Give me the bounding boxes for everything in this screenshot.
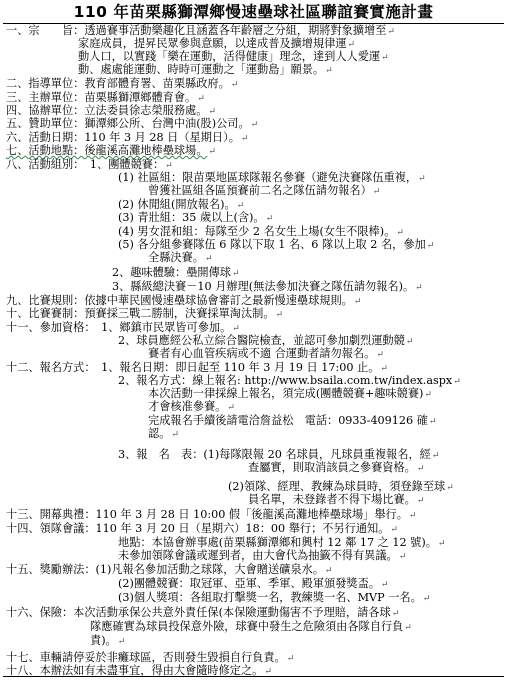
- text-line: 2、球員應經公私立綜合醫院檢查，並認可參加劇烈運動競↵: [118, 334, 414, 347]
- text-line: 曾獲社區組各區預賽前二名之隊伍請勿報名）↵: [148, 184, 381, 197]
- text-line: 家庭成員，提昇民眾參與意願，以達成普及擴增規律運↵: [78, 37, 356, 50]
- text-line: (4) 男女混和組：每隊至少 2 名女生上場(女生不限棒)。↵: [118, 225, 404, 238]
- text-line: 認。↵: [148, 427, 179, 440]
- document-title: 110 年苗栗縣獅潭鄉慢速壘球社區聯誼賽實施計畫: [73, 3, 434, 21]
- text-line: 七、活動地點：後龍溪高灘地棒壘球場。↵: [6, 144, 216, 157]
- text-line: (2)團體競賽：取冠軍、亞軍、季軍、殿軍頒發獎盃。↵: [118, 577, 389, 590]
- text-line: (2)領隊、經理、教練為球員時，須登錄至球↵: [228, 480, 454, 493]
- text-line: 三、主辦單位：苗栗縣獅潭鄉體育會。↵: [6, 91, 205, 104]
- text-line: 隊應確實為球員投保意外險，球賽中發生之危險須由各隊自行負↵: [90, 620, 412, 633]
- text-line: 十六、保險：本次活動承保公共意外責任保(本保險運動傷害不予理賠，請各球↵: [6, 606, 400, 619]
- text-line: 十、比賽賽制：預賽採三戰二勝制，決賽採單淘汰制。↵: [6, 307, 284, 320]
- text-line: 責)。↵: [90, 634, 126, 647]
- text-line: 五、贊助單位：獅潭鄉公所、台灣中油(股)公司。↵: [6, 117, 259, 130]
- text-line: 十七、車輛請停妥於非癱球區，否則發生毀損自行負責。↵: [6, 651, 295, 664]
- text-line: 2、趣味體驗：壘開傳球↵: [112, 266, 240, 279]
- bottom-rule: [3, 676, 504, 677]
- text-line: 十五、獎勵辦法：(1)凡報名參加活動之球隊，大會贈送礦泉水。↵: [6, 563, 333, 576]
- text-line: 動人口，以實踐「樂在運動，活得健康」理念，達到人人愛運↵: [78, 50, 389, 63]
- text-line: (2) 休閒組(開放報名)。↵: [118, 198, 245, 211]
- text-line: 未參加領隊會議或遲到者，由大會代為抽籤不得有異議。↵: [118, 549, 407, 562]
- text-line: (3)個人獎項：各組取打擊獎一名，教練獎一名、MVP 一名。↵: [118, 591, 431, 604]
- text-line: 四、協辦單位：立法委員徐志榮服務處。↵: [6, 104, 216, 117]
- text-line: (3) 青壯組：35 歲以上(含)。↵: [118, 211, 274, 224]
- text-line: 員名單，未登錄者不得下場比賽。↵: [248, 493, 425, 506]
- text-line: 本次活動一律採線上報名，須完成(團體競賽+趣味競賽)↵: [148, 387, 432, 400]
- text-line: 全縣決賽。↵: [148, 251, 213, 264]
- text-line: 八、活動組別： 1、團體競賽：↵: [6, 158, 173, 171]
- text-line: 一、宗 旨：透過賽事活動樂趣化且涵蓋各年齡層之分組，期將對象擴增至↵: [6, 24, 395, 37]
- text-line: 十三、開幕典禮：110 年 3 月 28 日 10:00 假「後龍溪高灘地棒壘球場」舉行。↵: [6, 508, 417, 521]
- text-line: (1) 社區組：限苗栗地區球隊報名參賽（避免決賽隊伍重複，↵: [118, 171, 426, 184]
- text-line: 動、處處能運動、時時可運動之「運動島」願景。↵: [78, 63, 333, 76]
- text-line: 十二、報名方式： 1、報名日期：即日起至 110 年 3 月 19 日 17:00 止。↵: [6, 361, 388, 374]
- text-line: 3、縣級總決賽－10 月辦理(無法參加決賽之隊伍請勿報名)。↵: [112, 280, 423, 293]
- text-line: 2、報名方式：線上報名: http://www.bsaila.com.tw/index.aspx↵: [118, 374, 461, 387]
- text-line: 六、活動日期：110 年 3 月 28 日（星期日）。↵: [6, 131, 249, 144]
- text-line: 完成報名手續後請電洽詹益松 電話：0933-409126 確↵: [148, 414, 437, 427]
- text-line: 3、報 名 表：(1)每隊限報 20 名球員，凡球員重複報名，經↵: [118, 448, 440, 461]
- text-line: (5) 各分組參賽隊伍 6 隊以下取 1 名、6 隊以上取 2 名，參加↵: [118, 238, 435, 251]
- text-line: 賽者有心血管疾病或不適 合運動者請勿報名。↵: [148, 347, 384, 360]
- text-line: 二、指導單位：教育部體育署、苗栗縣政府。↵: [6, 77, 239, 90]
- text-line: 才會核准參賽。↵: [148, 400, 235, 413]
- text-line: 九、比賽規則：依據中華民國慢速壘球協會審訂之最新慢速壘球規則。↵: [6, 294, 362, 307]
- text-line: 十八、本辦法如有未盡事宜，得由大會隨時修定之。↵: [6, 664, 272, 677]
- text-line: 查屬實，則取消該員之參賽資格。↵: [248, 461, 425, 474]
- text-line: 地點：本協會辦事處(苗栗縣獅潭鄉和興村 12 鄰 17 之 12 號)。↵: [118, 536, 446, 549]
- text-line: 十四、領隊會議：110 年 3 月 20 日（星期六）18：00 舉行；不另行通知。↵: [6, 522, 398, 535]
- text-line: 十一、參加資格： 1、鄉鎮市民眾皆可參加。↵: [6, 321, 240, 334]
